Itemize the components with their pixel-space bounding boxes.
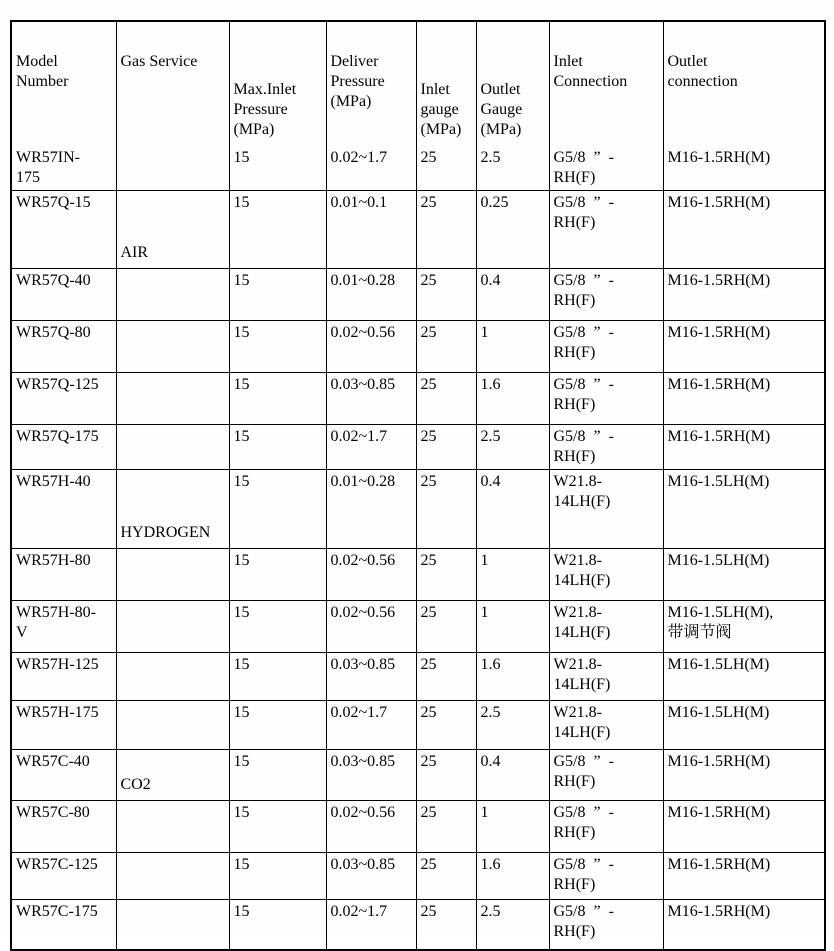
cell-max-inlet-pressure: 15 xyxy=(229,601,326,653)
cell-outlet-connection: M16-1.5LH(M) xyxy=(663,470,825,549)
cell-inlet-gauge: 25 xyxy=(416,269,476,321)
cell-outlet-gauge: 0.4 xyxy=(476,269,549,321)
cell-inlet-connection: W21.8- 14LH(F) xyxy=(549,549,663,601)
cell-inlet-gauge: 25 xyxy=(416,373,476,425)
cell-deliver-pressure: 0.02~0.56 xyxy=(326,549,416,601)
table-row xyxy=(11,750,825,801)
cell-outlet-gauge: 1.6 xyxy=(476,653,549,701)
cell-inlet-gauge: 25 xyxy=(416,653,476,701)
cell-inlet-gauge: 25 xyxy=(416,321,476,373)
cell-model-number: WR57C-80 xyxy=(11,801,116,853)
cell-inlet-gauge: 25 xyxy=(416,470,476,549)
cell-outlet-connection: M16-1.5LH(M), 带调节阀 xyxy=(663,601,825,653)
cell-deliver-pressure: 0.03~0.85 xyxy=(326,750,416,801)
cell-outlet-gauge: 2.5 xyxy=(476,701,549,750)
cell-model-number: WR57Q-125 xyxy=(11,373,116,425)
cell-gas-service xyxy=(116,653,229,701)
cell-max-inlet-pressure: 15 xyxy=(229,321,326,373)
cell-model-number: WR57C-175 xyxy=(11,900,116,950)
cell-gas-service xyxy=(116,900,229,950)
cell-inlet-gauge: 25 xyxy=(416,146,476,191)
cell-deliver-pressure: 0.03~0.85 xyxy=(326,653,416,701)
cell-deliver-pressure: 0.02~0.56 xyxy=(326,321,416,373)
cell-outlet-gauge: 1.6 xyxy=(476,373,549,425)
header-inlet-gauge: Inlet gauge (MPa) xyxy=(416,21,476,146)
cell-model-number: WR57Q-15 xyxy=(11,191,116,269)
table-header xyxy=(11,21,825,146)
cell-model-number: WR57H-125 xyxy=(11,653,116,701)
table-row xyxy=(11,470,825,549)
header-model-number: Model Number xyxy=(11,21,116,146)
cell-gas-service xyxy=(116,425,229,470)
cell-max-inlet-pressure: 15 xyxy=(229,269,326,321)
cell-outlet-connection: M16-1.5RH(M) xyxy=(663,269,825,321)
cell-outlet-connection: M16-1.5RH(M) xyxy=(663,750,825,801)
cell-inlet-connection: G5/8 ” - RH(F) xyxy=(549,801,663,853)
cell-inlet-connection: W21.8- 14LH(F) xyxy=(549,470,663,549)
cell-outlet-connection: M16-1.5RH(M) xyxy=(663,801,825,853)
header-outlet-connection: Outlet connection xyxy=(663,21,825,146)
cell-outlet-connection: M16-1.5RH(M) xyxy=(663,425,825,470)
cell-inlet-gauge: 25 xyxy=(416,425,476,470)
cell-outlet-connection: M16-1.5RH(M) xyxy=(663,900,825,950)
header-deliver-pressure: Deliver Pressure (MPa) xyxy=(326,21,416,146)
cell-deliver-pressure: 0.01~0.1 xyxy=(326,191,416,269)
cell-model-number: WR57Q-80 xyxy=(11,321,116,373)
cell-outlet-connection: M16-1.5RH(M) xyxy=(663,321,825,373)
table-body xyxy=(11,146,825,950)
cell-outlet-connection: M16-1.5RH(M) xyxy=(663,146,825,191)
cell-gas-service xyxy=(116,853,229,900)
cell-deliver-pressure: 0.02~1.7 xyxy=(326,146,416,191)
table-row xyxy=(11,321,825,373)
cell-outlet-gauge: 0.25 xyxy=(476,191,549,269)
cell-outlet-gauge: 2.5 xyxy=(476,900,549,950)
cell-inlet-gauge: 25 xyxy=(416,601,476,653)
table-row xyxy=(11,373,825,425)
cell-deliver-pressure: 0.02~1.7 xyxy=(326,900,416,950)
cell-gas-service: CO2 xyxy=(116,750,229,801)
cell-max-inlet-pressure: 15 xyxy=(229,900,326,950)
table-row xyxy=(11,900,825,950)
cell-gas-service xyxy=(116,701,229,750)
table-row xyxy=(11,653,825,701)
cell-max-inlet-pressure: 15 xyxy=(229,549,326,601)
cell-outlet-gauge: 0.4 xyxy=(476,750,549,801)
cell-inlet-gauge: 25 xyxy=(416,549,476,601)
cell-max-inlet-pressure: 15 xyxy=(229,853,326,900)
cell-inlet-connection: G5/8 ” - RH(F) xyxy=(549,146,663,191)
cell-deliver-pressure: 0.02~0.56 xyxy=(326,801,416,853)
cell-inlet-gauge: 25 xyxy=(416,191,476,269)
cell-deliver-pressure: 0.03~0.85 xyxy=(326,853,416,900)
cell-model-number: WR57Q-175 xyxy=(11,425,116,470)
cell-outlet-connection: M16-1.5LH(M) xyxy=(663,653,825,701)
cell-outlet-gauge: 2.5 xyxy=(476,425,549,470)
cell-inlet-connection: W21.8- 14LH(F) xyxy=(549,701,663,750)
table-row xyxy=(11,853,825,900)
cell-outlet-gauge: 1.6 xyxy=(476,853,549,900)
cell-model-number: WR57H-175 xyxy=(11,701,116,750)
cell-inlet-gauge: 25 xyxy=(416,900,476,950)
cell-gas-service xyxy=(116,146,229,191)
cell-inlet-gauge: 25 xyxy=(416,750,476,801)
header-max-inlet-pressure: Max.Inlet Pressure (MPa) xyxy=(229,21,326,146)
cell-inlet-connection: G5/8 ” - RH(F) xyxy=(549,425,663,470)
header-row xyxy=(11,21,825,146)
cell-deliver-pressure: 0.02~1.7 xyxy=(326,701,416,750)
table-row xyxy=(11,701,825,750)
table-row xyxy=(11,146,825,191)
header-outlet-gauge: Outlet Gauge (MPa) xyxy=(476,21,549,146)
cell-gas-service xyxy=(116,601,229,653)
cell-max-inlet-pressure: 15 xyxy=(229,653,326,701)
cell-outlet-gauge: 1 xyxy=(476,801,549,853)
cell-deliver-pressure: 0.02~1.7 xyxy=(326,425,416,470)
cell-inlet-connection: W21.8- 14LH(F) xyxy=(549,601,663,653)
cell-gas-service xyxy=(116,269,229,321)
cell-inlet-connection: G5/8 ” - RH(F) xyxy=(549,321,663,373)
cell-deliver-pressure: 0.03~0.85 xyxy=(326,373,416,425)
cell-outlet-connection: M16-1.5RH(M) xyxy=(663,191,825,269)
cell-outlet-connection: M16-1.5LH(M) xyxy=(663,549,825,601)
cell-inlet-connection: G5/8 ” - RH(F) xyxy=(549,853,663,900)
cell-deliver-pressure: 0.01~0.28 xyxy=(326,470,416,549)
cell-outlet-connection: M16-1.5RH(M) xyxy=(663,853,825,900)
cell-inlet-connection: G5/8 ” - RH(F) xyxy=(549,373,663,425)
cell-gas-service xyxy=(116,801,229,853)
cell-outlet-gauge: 2.5 xyxy=(476,146,549,191)
cell-outlet-gauge: 1 xyxy=(476,549,549,601)
table-row xyxy=(11,601,825,653)
cell-inlet-connection: W21.8- 14LH(F) xyxy=(549,653,663,701)
table-row xyxy=(11,801,825,853)
header-gas-service: Gas Service xyxy=(116,21,229,146)
cell-model-number: WR57C-125 xyxy=(11,853,116,900)
cell-gas-service xyxy=(116,321,229,373)
cell-model-number: WR57C-40 xyxy=(11,750,116,801)
cell-outlet-gauge: 1 xyxy=(476,321,549,373)
table-row xyxy=(11,269,825,321)
cell-max-inlet-pressure: 15 xyxy=(229,425,326,470)
cell-model-number: WR57H-80 xyxy=(11,549,116,601)
cell-gas-service xyxy=(116,549,229,601)
cell-outlet-connection: M16-1.5LH(M) xyxy=(663,701,825,750)
cell-max-inlet-pressure: 15 xyxy=(229,750,326,801)
table-row xyxy=(11,425,825,470)
table-row xyxy=(11,191,825,269)
cell-gas-service: HYDROGEN xyxy=(116,470,229,549)
cell-inlet-connection: G5/8 ” - RH(F) xyxy=(549,269,663,321)
cell-inlet-connection: G5/8 ” - RH(F) xyxy=(549,191,663,269)
cell-model-number: WR57H-40 xyxy=(11,470,116,549)
regulator-spec-table xyxy=(10,20,826,951)
cell-inlet-connection: G5/8 ” - RH(F) xyxy=(549,750,663,801)
cell-deliver-pressure: 0.01~0.28 xyxy=(326,269,416,321)
cell-model-number: WR57IN- 175 xyxy=(11,146,116,191)
header-inlet-connection: Inlet Connection xyxy=(549,21,663,146)
cell-outlet-gauge: 1 xyxy=(476,601,549,653)
cell-inlet-connection: G5/8 ” - RH(F) xyxy=(549,900,663,950)
cell-model-number: WR57H-80- V xyxy=(11,601,116,653)
cell-deliver-pressure: 0.02~0.56 xyxy=(326,601,416,653)
cell-max-inlet-pressure: 15 xyxy=(229,470,326,549)
cell-outlet-connection: M16-1.5RH(M) xyxy=(663,373,825,425)
cell-max-inlet-pressure: 15 xyxy=(229,146,326,191)
table-row xyxy=(11,549,825,601)
cell-gas-service xyxy=(116,373,229,425)
cell-inlet-gauge: 25 xyxy=(416,853,476,900)
cell-model-number: WR57Q-40 xyxy=(11,269,116,321)
cell-inlet-gauge: 25 xyxy=(416,801,476,853)
cell-max-inlet-pressure: 15 xyxy=(229,373,326,425)
cell-max-inlet-pressure: 15 xyxy=(229,801,326,853)
cell-gas-service: AIR xyxy=(116,191,229,269)
cell-inlet-gauge: 25 xyxy=(416,701,476,750)
cell-outlet-gauge: 0.4 xyxy=(476,470,549,549)
cell-max-inlet-pressure: 15 xyxy=(229,701,326,750)
cell-max-inlet-pressure: 15 xyxy=(229,191,326,269)
